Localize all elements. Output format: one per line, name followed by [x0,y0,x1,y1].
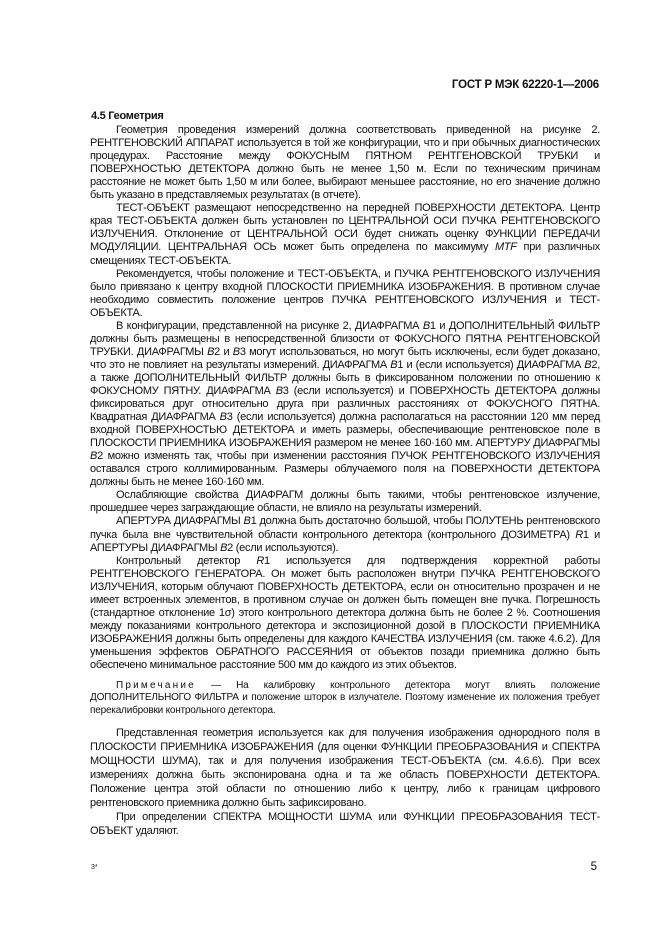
italic-symbol: В [584,358,592,371]
paragraph-text: Ослабляющие свойства ДИАФРАГМ должны быть такими, чтобы рентгеновское излучение, прошедшее через заграждающие области, не влияло на результаты измерений. [90,489,600,515]
paragraph-text: 1 и (если используется) ДИАФРАГМА [397,358,585,371]
document-header: ГОСТ Р МЭК 62220-1—2006 [451,79,599,91]
section-heading: 4.5 Геометрия [91,110,164,122]
paragraph [90,811,600,839]
italic-symbol: В [243,515,251,528]
paragraph-text: 1 и АПЕРТУРЫ ДИАФРАГМЫ [90,528,600,554]
paragraph-text: При определении СПЕКТРА МОЩНОСТИ ШУМА или ФУНКЦИИ ПРЕОБРАЗОВАНИЯ ТЕСТ-ОБЪЕКТ удаляют. [90,810,600,837]
italic-symbol: В [90,450,98,463]
italic-symbol: В [232,345,240,358]
sheet-mark: 3* [91,864,98,871]
paragraph [90,202,600,267]
paragraph [90,515,600,554]
italic-symbol: В [207,345,215,358]
paragraph [90,320,600,490]
paragraphs-before-note [90,124,600,672]
italic-symbol: R [256,554,265,567]
paragraph-text: 1 и ДОПОЛНИТЕЛЬНЫЙ ФИЛЬТР должны быть размещены в непосредственной близости от ФОКУСНОГО ПЯТНА РЕНТГЕНОВСКОЙ ТРУБКИ. ДИАФРАГМЫ [90,319,600,358]
paragraph-text: ТЕСТ-ОБЪЕКТ размещают непосредственно на передней ПОВЕРХНОСТИ ДЕТЕКТОРА. Центр края ТЕСТ-ОБЪЕКТА должен быть установлен по ЦЕНТРАЛЬНОЙ ОСИ ПУЧКА РЕНТГЕНОВСКОГО ИЗЛУЧЕНИЯ. Отклонение от ЦЕНТРАЛЬНОЙ ОСИ будет снижать оценку ФУНКЦИИ ПЕРЕДАЧИ МОДУЛЯЦИИ. ЦЕНТРАЛЬНАЯ ОСЬ может быть определена по максимуму [90,202,600,254]
note-label: Примечание [116,680,196,692]
paragraph-text: 3 могут использоваться, но могут быть исключены, если будет доказано, что это не повлияет на результаты измерений. ДИАФРАГМА [90,345,600,371]
italic-symbol: В [275,384,283,397]
paragraph-text: АПЕРТУРА ДИАФРАГМЫ [116,515,244,528]
paragraph-text: Контрольный детектор [116,554,257,567]
paragraph-text: 1 используется для подтверждения корректной работы РЕНТГЕНОВСКОГО ГЕНЕРАТОРА. Он может быть расположен внутри ПУЧКА РЕНТГЕНОВСКОГО ИЗЛУЧЕНИЯ, которым облучают ПОВЕРХНОСТЬ ДЕТЕКТОРА, если он относительно прозрачен и не имеет встроенных элементов, в противном случае он должен быть помещен вне пучка. Погрешность (стандартное отклонение 1σ) этого контрольного детектора должна быть не более 2 %. Соотношения между показаниями контрольного детектора и экспозиционной дозой в ПЛОСКОСТИ ПРИЕМНИКА ИЗОБРАЖЕНИЯ должны быть определены для каждого КАЧЕСТВА ИЗЛУЧЕНИЯ (см. также 4.6.2). Для уменьшения эффектов ОБРАТНОГО РАССЕЯНИЯ от объектов позади приемника должно быть обеспечено минимальное расстояние 500 мм до каждого из этих объектов. [90,554,600,671]
paragraph [90,489,600,515]
italic-symbol: В [390,358,398,371]
paragraph-text: Геометрия проведения измерений должна соответствовать приведенной на рисунке 2. РЕНТГЕНОВСКИЙ АППАРАТ используется в той же конфигурации, что и при обычных диагностических процедурах. Расстояние между ФОКУСНЫМ ПЯТНОМ РЕНТГЕНОВСКОЙ ТРУБКИ и ПОВЕРХНОСТЬЮ ДЕТЕКТОРА должно быть не менее 1,50 м. Если по техническим причинам расстояние не может быть 1,50 м или более, выбирают меньшее расстояние, но его значение должно быть указано в представляемых результатах (в отчете). [90,124,600,202]
paragraph-text: Рекомендуется, чтобы положение и ТЕСТ-ОБЪЕКТА, и ПУЧКА РЕНТГЕНОВСКОГО ИЗЛУЧЕНИЯ было привязано к центру входной ПЛОСКОСТИ ПРИЕМНИКА ИЗОБРАЖЕНИЯ. В противном случае необходимо совместить положение центров ПУЧКА РЕНТГЕНОВСКОГО ИЗЛУЧЕНИЯ и ТЕСТ-ОБЪЕКТА. [90,267,600,319]
italic-symbol: MTF [494,241,517,254]
paragraph-text: В конфигурации, представленной на рисунке 2, ДИАФРАГМА [116,319,423,332]
note [90,680,600,717]
italic-symbol: В [219,411,227,424]
paragraph-text: Представленная геометрия используется как для получения изображения однородного поля в ПЛОСКОСТИ ПРИЕМНИКА ИЗОБРАЖЕНИЯ (для оценки ФУНКЦИИ ПРЕОБРАЗОВАНИЯ и СПЕКТРА МОЩНОСТИ ШУМА), так и для получения изображения ТЕСТ-ОБЪЕКТА (см. 4.6.6). При всех измерениях должна быть экспонирована одна и та же область ПОВЕРХНОСТИ ДЕТЕКТОРА. Положение центра этой области по отношению либо к центру, либо к границам цифрового рентгеновского приемника должно быть зафиксировано. [90,727,600,809]
paragraph [90,555,600,672]
paragraph-text: 2 можно изменять так, чтобы при изменении расстояния ПУЧОК РЕНТГЕНОВСКОГО ИЗЛУЧЕНИЯ оставался строго коллимированным. Размеры облучаемого поля на ПОВЕРХНОСТИ ДЕТЕКТОРА должны быть не менее 160·160 мм. [90,450,600,489]
paragraph [90,268,600,320]
page-body [90,110,600,838]
paragraph-text: 2 (если используются). [227,541,339,554]
page-number: 5 [590,861,597,873]
paragraph [90,727,600,810]
italic-symbol: В [220,541,228,554]
paragraph-text: 2, а также ДОПОЛНИТЕЛЬНЫЙ ФИЛЬТР должны быть в фиксированном положении по отношению к ФОКУСНОМУ ПЯТНУ. ДИАФРАГМА [90,358,600,397]
paragraph-text: при различных смещениях ТЕСТ-ОБЪЕКТА. [90,241,600,267]
paragraph-text: 1 должна быть достаточно большой, чтобы ПОЛУТЕНЬ рентгеновского пучка была вне чувствительной области контрольного детектора (контрольного ДОЗИМЕТРА) [90,515,600,541]
italic-symbol: R [575,528,583,541]
paragraphs-after-note [90,727,600,838]
paragraph-text: 2 и [214,345,233,358]
paragraph [90,124,600,202]
paragraph-text: 3 (если используется) должна располагаться на расстоянии 120 мм перед входной ПОВЕРХНОСТЬЮ ДЕТЕКТОРА и иметь размеры, обеспечивающие рентгеновское поле в ПЛОСКОСТИ ПРИЕМНИКА ИЗОБРАЖЕНИЯ размером не менее 160·160 мм. АПЕРТУРУ ДИАФРАГМЫ [90,411,600,450]
note-text: — На калибровку контрольного детектора могут влиять положение ДОПОЛНИТЕЛЬНОГО ФИЛЬТРА и положение шторок в излучателе. Поэтому изменение их положения требует перекалибровки контрольного детектора. [90,680,600,716]
italic-symbol: В [422,319,430,332]
paragraph-text: 3 (если используется) и ПОВЕРХНОСТЬ ДЕТЕКТОРА должны фиксироваться друг относительно друга при различных расстояниях от ФОКУСНОГО ПЯТНА. Квадратная ДИАФРАГМА [90,384,600,424]
